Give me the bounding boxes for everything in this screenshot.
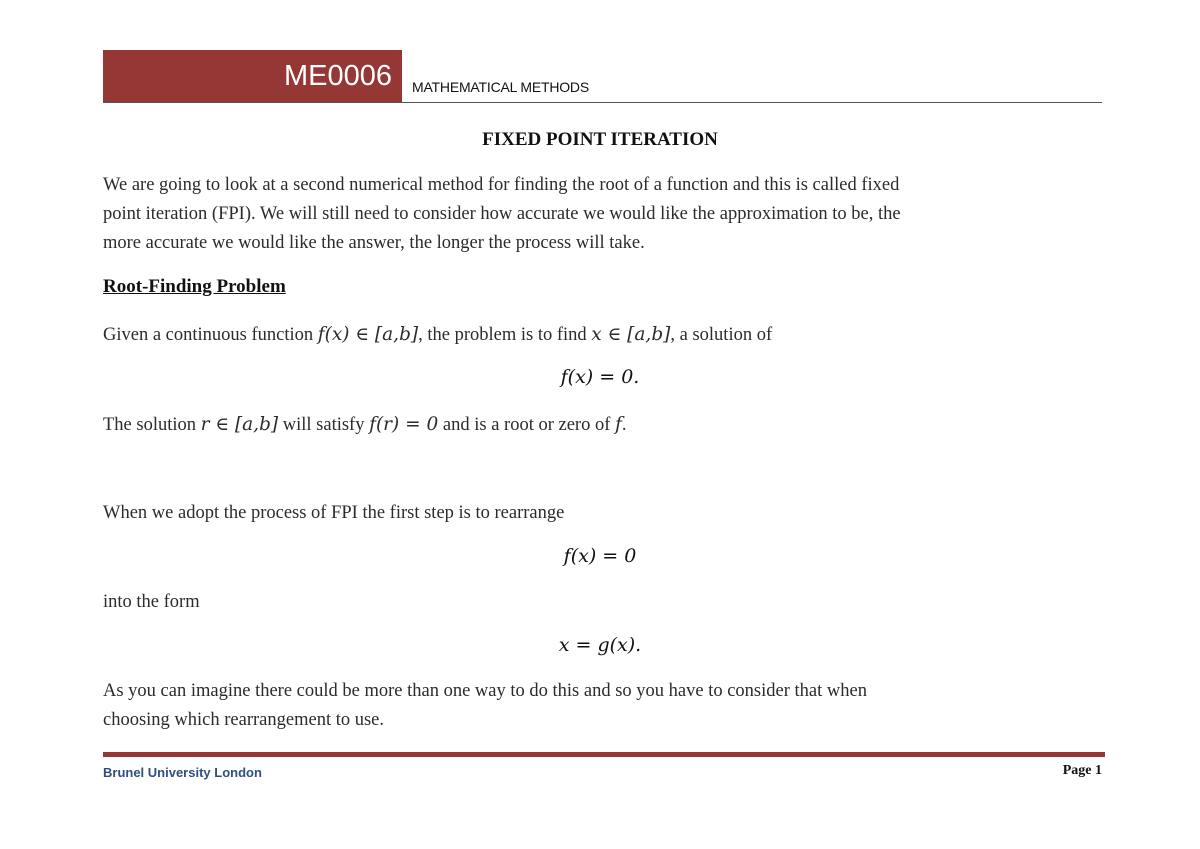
math-expression: f(x) ∈ [a,b] xyxy=(317,324,419,345)
math-expression: x ∈ [a,b] xyxy=(591,324,671,345)
equation-root: f(x) = 0. xyxy=(560,366,640,388)
footer-institution: Brunel University London xyxy=(103,765,262,780)
intro-line: more accurate we would like the answer, the longer the process will take. xyxy=(103,233,645,253)
header-rule xyxy=(103,102,1102,103)
equation-fixed-point: x = g(x). xyxy=(558,634,642,656)
document-title: FIXED POINT ITERATION xyxy=(482,129,718,150)
given-paragraph xyxy=(103,320,1103,350)
course-title: MATHEMATICAL METHODS xyxy=(412,79,589,95)
math-expression: f(r) = 0 xyxy=(369,414,439,435)
into-form-text: into the form xyxy=(103,592,200,612)
closing-paragraph xyxy=(103,677,1103,735)
closing-line: As you can imagine there could be more than one way to do this and so you have to consider that when xyxy=(103,681,867,701)
intro-line: We are going to look at a second numerical method for finding the root of a function and this is called fixed xyxy=(103,175,900,195)
math-expression: f xyxy=(615,414,622,435)
intro-paragraph xyxy=(103,171,1103,258)
solution-text: The solution xyxy=(103,415,201,435)
given-text: , a solution of xyxy=(670,325,773,345)
page-number: Page 1 xyxy=(1062,763,1102,778)
given-text: , the problem is to find xyxy=(418,325,592,345)
footer-rule xyxy=(103,752,1105,757)
solution-text: will satisfy xyxy=(278,415,370,435)
math-expression: r ∈ [a,b] xyxy=(200,414,279,435)
course-code: ME0006 xyxy=(283,59,392,92)
solution-paragraph xyxy=(103,410,1103,440)
closing-line: choosing which rearrangement to use. xyxy=(103,710,385,730)
intro-line: point iteration (FPI). We will still need to consider how accurate we would like the approximation to be, the xyxy=(103,204,901,224)
fpi-paragraph: When we adopt the process of FPI the first step is to rearrange xyxy=(103,503,565,523)
equation-rearrange: f(x) = 0 xyxy=(563,545,637,567)
section-heading: Root-Finding Problem xyxy=(103,276,286,297)
solution-text: and is a root or zero of xyxy=(438,415,615,435)
given-text: Given a continuous function xyxy=(103,325,318,345)
solution-text: . xyxy=(621,415,627,435)
header-band xyxy=(103,50,402,102)
